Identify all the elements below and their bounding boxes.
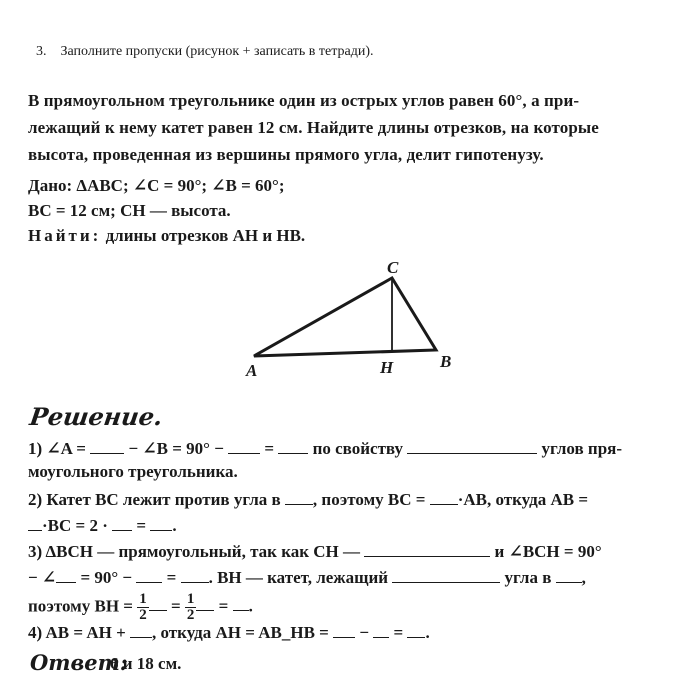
step2-text-f: . — [172, 516, 177, 535]
blank[interactable] — [407, 620, 425, 638]
step1-text-e: углов пря- — [537, 439, 623, 458]
blank[interactable] — [112, 513, 132, 531]
blank[interactable] — [285, 487, 313, 505]
solution-step-1-cont: моугольного треугольника. — [28, 462, 238, 481]
triangle-abc — [254, 278, 436, 356]
solution-step-4 — [28, 620, 430, 643]
step3-text-d: = 90° − — [76, 568, 137, 587]
step2-text-a: 2) Катет BC лежит против угла в — [28, 490, 285, 509]
problem-line-2: лежащий к нему катет равен 12 см. Найдите длины отрезков, на которые — [28, 118, 599, 137]
given-label: Дано: — [28, 176, 73, 195]
step3-text-a: 3) ΔBCH — прямоугольный, так как CH — — [28, 542, 365, 561]
fraction-half — [185, 592, 197, 623]
step3-text-l: . — [248, 596, 253, 616]
solution-title: Решение. — [27, 402, 165, 431]
blank[interactable] — [90, 436, 124, 454]
blank[interactable] — [196, 593, 214, 611]
blank[interactable] — [278, 436, 308, 454]
find-text: длины отрезков AH и HB. — [101, 226, 306, 245]
step2-text-e: = — [132, 516, 151, 535]
step3-text-b: и ∠BCH = 90° — [490, 542, 602, 561]
step1-text-a: 1) ∠A = — [28, 439, 91, 458]
find-label: Найти: — [28, 226, 102, 245]
problem-line-3: высота, проведенная из вершины прямого угла, делит гипотенузу. — [28, 145, 544, 164]
vertex-a-label: A — [246, 361, 258, 380]
solution-step-3 — [28, 539, 602, 562]
vertex-c-label: C — [387, 258, 399, 277]
step1-text-b: − ∠B = 90° − — [124, 439, 229, 458]
fraction-numerator: 1 — [186, 591, 195, 607]
step2-text-b: , поэтому BC = — [312, 490, 430, 509]
solution-step-2-cont — [28, 513, 177, 536]
task-number: 3. — [36, 44, 47, 59]
blank[interactable] — [150, 513, 172, 531]
solution-step-3-cont — [28, 565, 586, 588]
blank[interactable] — [364, 539, 490, 557]
blank[interactable] — [430, 487, 458, 505]
blank[interactable] — [130, 620, 152, 638]
step3-text-k: = — [214, 596, 233, 616]
step3-text-f: . BH — катет, лежащий — [208, 568, 393, 587]
fraction-numerator: 1 — [139, 591, 147, 607]
answer-label: Ответ: — [30, 650, 128, 675]
solution-step-2 — [28, 487, 588, 510]
blank[interactable] — [333, 620, 355, 638]
step4-text-b: , откуда AH = AB_HB = — [152, 623, 334, 642]
blank[interactable] — [556, 565, 582, 583]
blank[interactable] — [392, 565, 500, 583]
solution-step-3-bh — [28, 592, 253, 623]
task-text: Заполните пропуски (рисунок + записать в тетради). — [60, 44, 374, 59]
solution-step-1 — [28, 436, 622, 459]
vertex-b-label: B — [440, 352, 452, 371]
blank[interactable] — [56, 565, 76, 583]
step3-text-j: = — [166, 596, 185, 616]
answer-value: 6 и 18 см. — [110, 654, 182, 673]
step4-text-a: 4) AB = AH + — [28, 623, 131, 642]
step3-text-g: угла в — [500, 568, 556, 587]
step2-text-d: ·BC = 2 · — [42, 516, 113, 535]
blank[interactable] — [136, 565, 162, 583]
blank[interactable] — [181, 565, 209, 583]
given-text-1: ΔABC; ∠C = 90°; ∠B = 60°; — [72, 176, 285, 195]
point-h-label: H — [380, 358, 394, 377]
blank[interactable] — [407, 436, 537, 454]
step2-text-c: ·AB, откуда AB = — [457, 490, 589, 509]
step1-text-c: = — [260, 439, 279, 458]
given-line-2: BC = 12 см; CH — высота. — [28, 201, 231, 220]
step3-text-h: , — [581, 568, 586, 587]
fraction-denominator: 2 — [139, 607, 147, 623]
step1-text-d: по свойству — [308, 439, 408, 458]
blank[interactable] — [28, 513, 42, 531]
step4-text-d: = — [389, 623, 408, 642]
step3-text-e: = — [162, 568, 181, 587]
fraction-denominator: 2 — [186, 607, 195, 623]
step4-text-c: − — [355, 623, 374, 642]
blank[interactable] — [373, 620, 389, 638]
blank[interactable] — [228, 436, 260, 454]
blank[interactable] — [233, 593, 249, 611]
step4-text-e: . — [425, 623, 430, 642]
problem-line-1: В прямоугольном треугольнике один из острых углов равен 60°, а при- — [28, 91, 580, 110]
step3-text-c: − ∠ — [28, 568, 57, 587]
step3-text-i: поэтому BH = — [28, 596, 138, 616]
blank[interactable] — [149, 593, 167, 611]
fraction-half — [137, 592, 149, 623]
